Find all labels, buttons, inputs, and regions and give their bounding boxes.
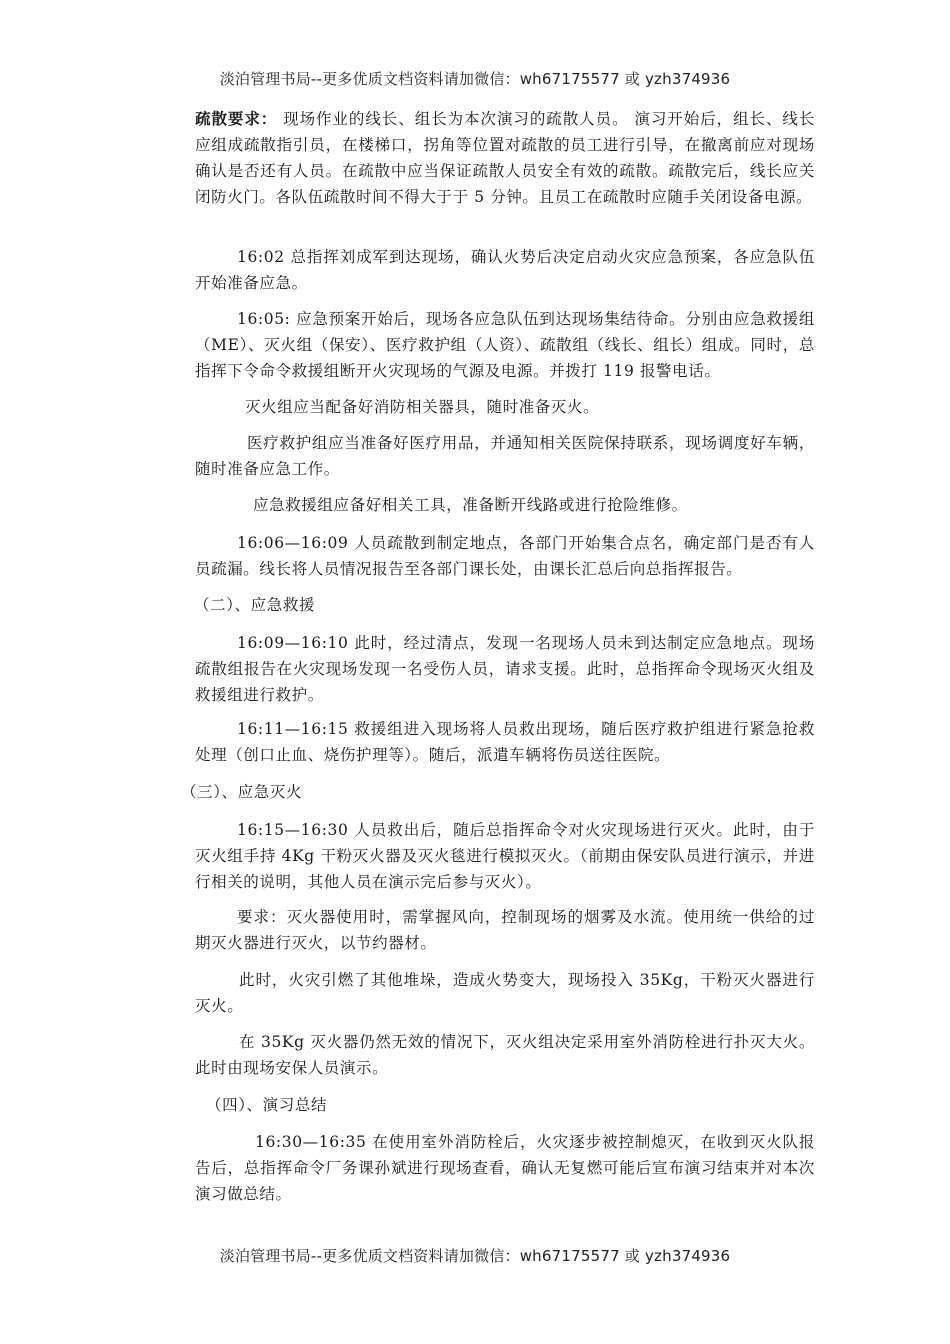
paragraph-requirement: 要求：灭火器使用时，需掌握风向，控制现场的烟雾及水流。使用统一供给的过期灭火器进行灭火，以节约器材。 <box>195 908 815 952</box>
paragraph-1609: 16:09—16:10 此时，经过清点，发现一名现场人员未到达制定应急地点。现场疏散组报告在火灾现场发现一名受伤人员，请求支援。此时，总指挥命令现场灭火组及救援组进行救护。 <box>195 634 815 704</box>
section-heading-4: （四）、演习总结 <box>206 1096 328 1114</box>
paragraph-fire-team: 灭火组应当配备好消防相关器具，随时准备灭火。 <box>245 398 600 416</box>
paragraph-1606: 16:06—16:09 人员疏散到制定地点，各部门开始集合点名，确定部门是否有人员疏漏。线长将人员情况报告至各部门课长处，由课长汇总后向总指挥报告。 <box>195 534 815 578</box>
section-heading-3: （三）、应急灭火 <box>181 783 303 801</box>
evacuation-text: 现场作业的线长、组长为本次演习的疏散人员。 演习开始后，组长、线长应组成疏散指引员，在楼梯口，拐角等位置对疏散的员工进行引导，在撤离前应对现场确认是否还有人员。在疏散中应当保证疏散人员安全有效的疏散。疏散完后，线长应关闭防火门。各队伍疏散时间不得大于于 5 分钟。且员工在疏散时应随手关闭设备电源。 <box>195 110 815 206</box>
paragraph-1611: 16:11—16:15 救援组进入现场将人员救出现场，随后医疗救护组进行紧急抢救处理（创口止血、烧伤护理等）。随后，派遣车辆将伤员送往医院。 <box>195 720 815 764</box>
paragraph-1602: 16:02 总指挥刘成军到达现场，确认火势后决定启动火灾应急预案，各应急队伍开始准备应急。 <box>195 248 815 292</box>
evacuation-requirements <box>195 106 815 210</box>
paragraph-fire-spread: 此时，火灾引燃了其他堆垛，造成火势变大，现场投入 35Kg，干粉灭火器进行灭火。 <box>195 971 815 1015</box>
evacuation-label: 疏散要求： <box>195 109 278 128</box>
paragraph-1605: 16:05: 应急预案开始后，现场各应急队伍到达现场集结待命。分别由应急救援组（ME）、灭火组（保安）、医疗救护组（人资）、疏散组（线长、组长）组成。同时，总指挥下令命令救援组断开火灾现场的气源及电源。并拨打 119 报警电话。 <box>195 310 815 380</box>
paragraph-1615: 16:15—16:30 人员救出后，随后总指挥命令对火灾现场进行灭火。此时，由于灭火组手持 4Kg 干粉灭火器及灭火毯进行模拟灭火。（前期由保安队员进行演示，并进行相关的说明，其他人员在演示完后参与灭火）。 <box>195 821 815 891</box>
paragraph-1630: 16:30—16:35 在使用室外消防栓后，火灾逐步被控制熄灭，在收到灭火队报告后，总指挥命令厂务课孙斌进行现场查看，确认无复燃可能后宣布演习结束并对本次演习做总结。 <box>195 1133 815 1203</box>
page-header: 淡泊管理书局--更多优质文档资料请加微信：wh67175577 或 yzh374936 <box>219 70 731 88</box>
section-heading-2: （二）、应急救援 <box>194 596 316 614</box>
page-footer: 淡泊管理书局--更多优质文档资料请加微信：wh67175577 或 yzh374936 <box>219 1247 731 1265</box>
paragraph-medical-team: 医疗救护组应当准备好医疗用品，并通知相关医院保持联系，现场调度好车辆，随时准备应急工作。 <box>195 434 815 478</box>
paragraph-rescue-team: 应急救援组应备好相关工具，准备断开线路或进行抢险维修。 <box>253 496 688 514</box>
paragraph-hydrant: 在 35Kg 灭火器仍然无效的情况下，灭火组决定采用室外消防栓进行扑灭大火。此时由现场安保人员演示。 <box>195 1033 815 1077</box>
